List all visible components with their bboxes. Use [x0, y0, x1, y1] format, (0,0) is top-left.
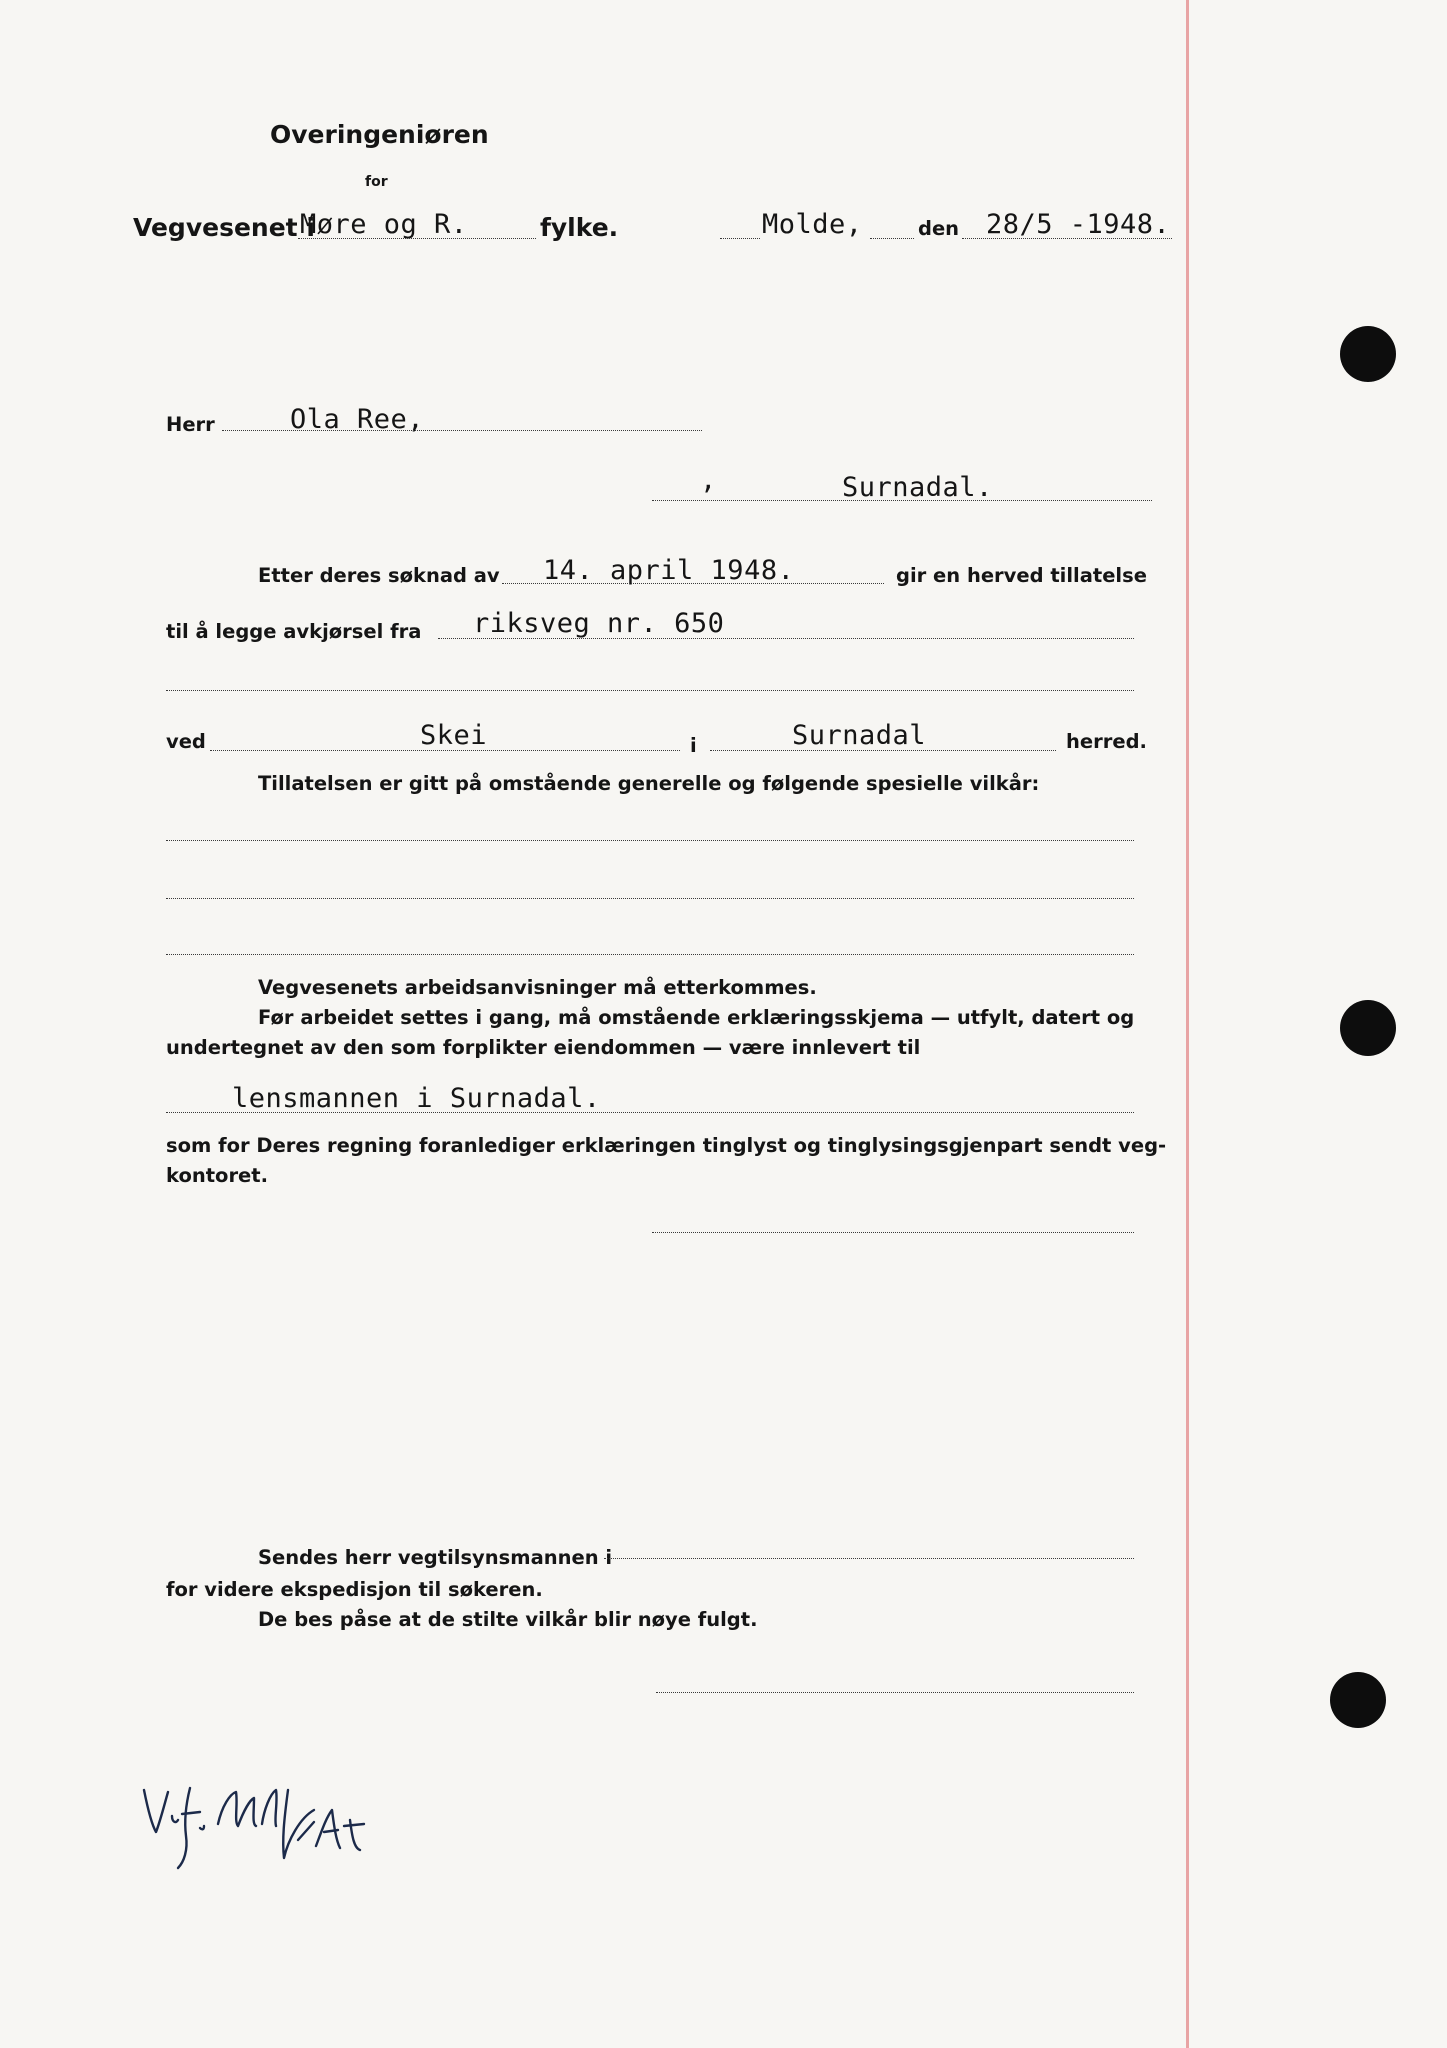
- road-value: riksveg nr. 650: [473, 608, 725, 639]
- recipient-name: Ola Ree,: [290, 404, 425, 435]
- i-label: i: [690, 734, 697, 757]
- punch-hole-bottom: [1330, 1672, 1386, 1728]
- gir-label: gir en herved tillatelse: [896, 564, 1147, 587]
- condition-line-1: [166, 840, 1134, 841]
- site-line: [210, 750, 680, 751]
- etter-label: Etter deres søknad av: [258, 564, 500, 587]
- application-date: 14. april 1948.: [543, 555, 795, 586]
- herred-label: herred.: [1066, 730, 1147, 753]
- office-title: Overingeniøren: [270, 120, 489, 149]
- handwritten-signature: [138, 1770, 378, 1880]
- place-value: Molde,: [762, 209, 863, 240]
- condition-line-2: [166, 898, 1134, 899]
- authority-line: [166, 1112, 1134, 1113]
- til-label: til å legge avkjørsel fra: [166, 620, 422, 643]
- municipality-line: [710, 750, 1056, 751]
- blank-line-1: [166, 690, 1134, 691]
- place-line-lead: [720, 238, 760, 239]
- bes-text: De bes påse at de stilte vilkår blir nøye fulgt.: [258, 1608, 758, 1631]
- place-line-tail: [870, 238, 914, 239]
- recipient-place: Surnadal.: [842, 472, 993, 503]
- instruction-line-5: kontoret.: [166, 1164, 269, 1187]
- videre-text: for videre ekspedisjon til søkeren.: [166, 1578, 543, 1601]
- conditions-text: Tillatelsen er gitt på omstående generelle og følgende spesielle vilkår:: [258, 772, 1040, 795]
- authority-value: lensmannen i Surnadal.: [232, 1083, 601, 1114]
- date-line: [962, 238, 1172, 239]
- punch-hole-top: [1340, 326, 1396, 382]
- signature-line-1: [652, 1232, 1134, 1233]
- date-value: 28/5 -1948.: [986, 209, 1171, 240]
- county-line: [298, 238, 536, 239]
- herr-label: Herr: [166, 413, 215, 436]
- recipient-place-line: [652, 500, 1152, 501]
- municipality-value: Surnadal: [792, 720, 927, 751]
- application-date-line: [502, 583, 884, 584]
- instruction-line-3: undertegnet av den som forplikter eiendommen — være innlevert til: [166, 1036, 921, 1059]
- county-value: Møre og R.: [300, 209, 468, 240]
- punch-hole-middle: [1340, 1000, 1396, 1056]
- instruction-line-4: som for Deres regning foranlediger erklæringen tinglyst og tinglysingsgjenpart sendt veg-: [166, 1134, 1167, 1157]
- sendes-text: Sendes herr vegtilsynsmannen i: [258, 1546, 613, 1569]
- road-line: [438, 638, 1134, 639]
- recipient-comma: ,: [700, 465, 717, 496]
- instruction-line-1: Vegvesenets arbeidsanvisninger må etterkommes.: [258, 976, 817, 999]
- sendes-line: [604, 1558, 1134, 1559]
- recipient-name-line: [222, 430, 702, 431]
- fylke-label: fylke.: [540, 213, 619, 242]
- condition-line-3: [166, 954, 1134, 955]
- office-for: for: [365, 174, 388, 190]
- den-label: den: [918, 217, 960, 240]
- margin-rule: [1186, 0, 1189, 2048]
- site-value: Skei: [420, 720, 488, 751]
- ved-label: ved: [166, 730, 206, 753]
- vegvesenet-label: Vegvesenet i: [133, 213, 315, 242]
- signature-line-2: [656, 1692, 1134, 1693]
- instruction-line-2: Før arbeidet settes i gang, må omstående erklæringsskjema — utfylt, datert og: [258, 1006, 1135, 1029]
